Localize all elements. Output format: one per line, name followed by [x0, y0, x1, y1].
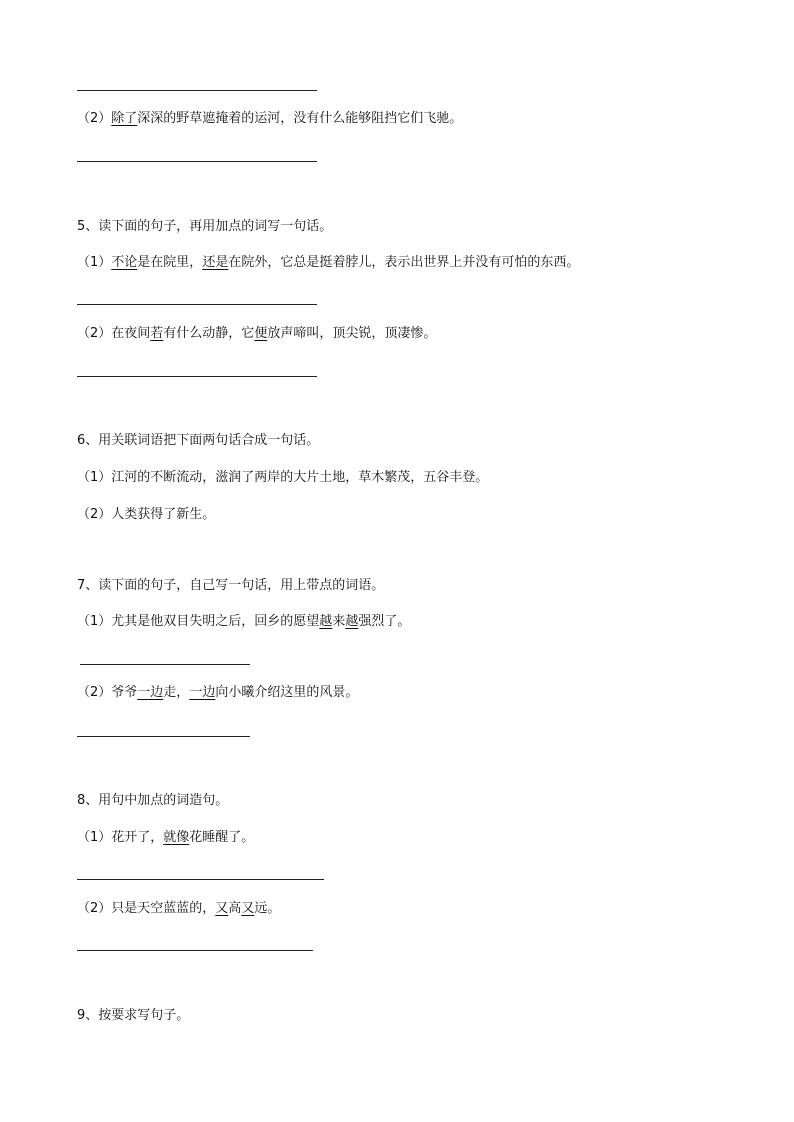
- answer-line[interactable]: [77, 304, 317, 305]
- answer-line[interactable]: [77, 161, 317, 162]
- answer-line[interactable]: [77, 736, 250, 737]
- sentence-text: 是在院里，: [137, 255, 203, 270]
- marked-word: 还是: [202, 255, 229, 270]
- q6-item-1: （1）江河的不断流动，滋润了两岸的大片土地，草木繁茂，五谷丰登。: [77, 470, 489, 485]
- marked-word: 一边: [137, 685, 164, 700]
- marked-word: 又: [215, 901, 229, 916]
- q7-heading: 7、读下面的句子，自己写一句话，用上带点的词语。: [77, 578, 385, 593]
- q8-heading: 8、用句中加点的词造句。: [77, 793, 229, 808]
- marked-word: 一边: [189, 685, 216, 700]
- q4-item-2: [77, 110, 462, 128]
- q6-item-2: （2）人类获得了新生。: [77, 507, 216, 522]
- q7-item-1: [77, 613, 410, 631]
- item-prefix: （2）在夜间: [77, 326, 151, 341]
- marked-word: 不论: [111, 255, 138, 270]
- item-prefix: （2）爷爷: [77, 685, 138, 700]
- sentence-text: 深深的野草遮掩着的运河，没有什么能够阻挡它们飞驰。: [137, 111, 463, 126]
- marked-word: 若: [150, 326, 164, 341]
- answer-line[interactable]: [77, 90, 317, 91]
- sentence-text: 高: [228, 901, 242, 916]
- answer-line[interactable]: [77, 950, 313, 951]
- answer-line[interactable]: [77, 376, 317, 377]
- answer-line[interactable]: [80, 664, 250, 665]
- item-prefix: （1）: [77, 255, 112, 270]
- sentence-text: 放声啼叫，顶尖锐，顶凄惨。: [267, 326, 437, 341]
- q7-item-2: [77, 684, 358, 702]
- sentence-text: 远。: [254, 901, 281, 916]
- answer-line[interactable]: [77, 879, 324, 880]
- sentence-text: 有什么动静，它: [163, 326, 255, 341]
- q5-item-2: [77, 325, 436, 343]
- item-prefix: （2）: [77, 111, 112, 126]
- q9-heading: 9、按要求写句子。: [77, 1008, 190, 1023]
- q8-item-1: [77, 829, 254, 847]
- q8-item-2: [77, 900, 280, 918]
- sentence-text: 在院外，它总是挺着脖儿，表示出世界上并没有可怕的东西。: [228, 255, 580, 270]
- sentence-text: 来: [332, 614, 346, 629]
- marked-word: 就像: [163, 830, 190, 845]
- marked-word: 除了: [111, 111, 138, 126]
- q5-heading: 5、读下面的句子，再用加点的词写一句话。: [77, 219, 333, 234]
- marked-word: 越: [319, 614, 333, 629]
- item-prefix: （1）花开了，: [77, 830, 164, 845]
- sentence-text: 强烈了。: [358, 614, 411, 629]
- item-prefix: （2）只是天空蓝蓝的，: [77, 901, 216, 916]
- q5-item-1: [77, 254, 579, 272]
- item-prefix: （1）尤其是他双目失明之后，回乡的愿望: [77, 614, 320, 629]
- q6-heading: 6、用关联词语把下面两句话合成一句话。: [77, 433, 320, 448]
- marked-word: 便: [254, 326, 268, 341]
- sentence-text: 花睡醒了。: [189, 830, 255, 845]
- sentence-text: 向小曦介绍这里的风景。: [215, 685, 359, 700]
- sentence-text: 走，: [163, 685, 190, 700]
- marked-word: 又: [241, 901, 255, 916]
- marked-word: 越: [345, 614, 359, 629]
